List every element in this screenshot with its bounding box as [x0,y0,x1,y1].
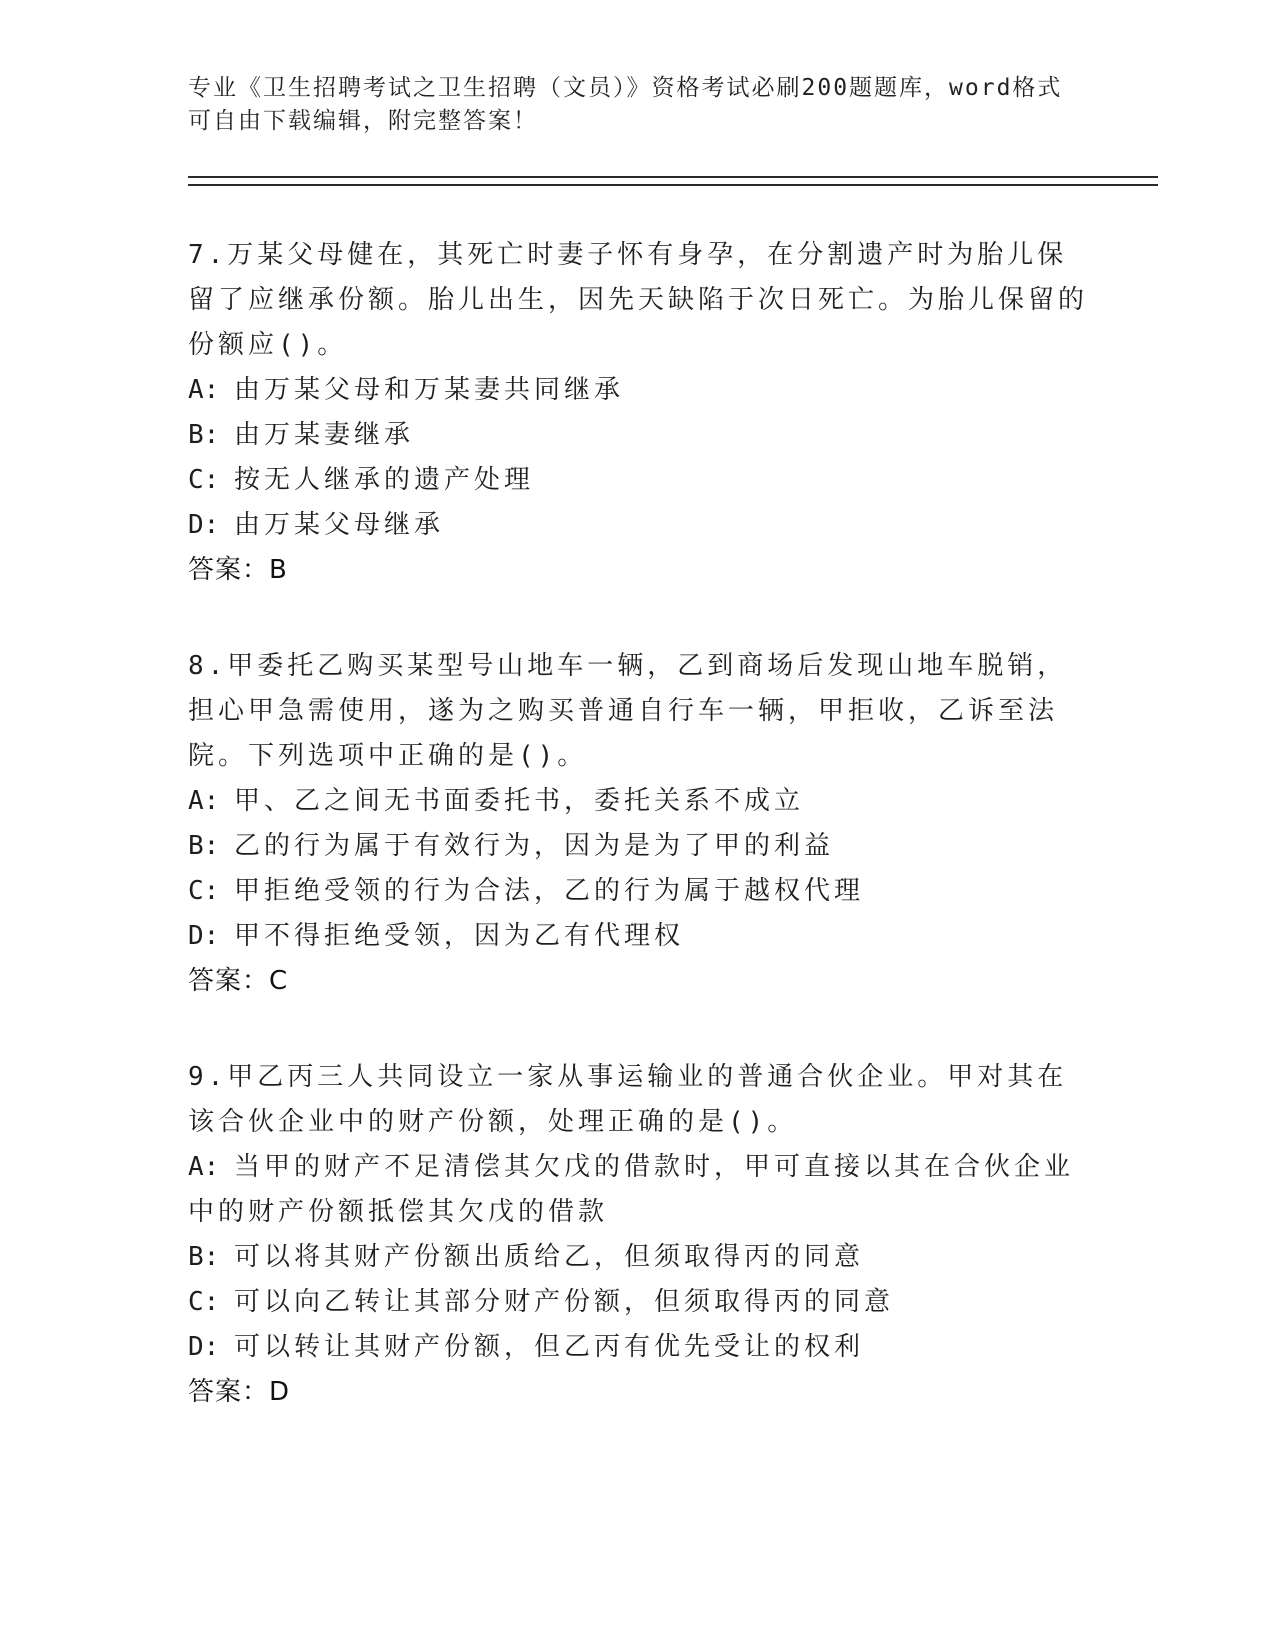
option-a [188,1145,1088,1235]
option-b [188,1235,1088,1280]
option-text: 当甲的财产不足清偿其欠戊的借款时，甲可直接以其在合伙企业中的财产份额抵偿其欠戊的借款 [188,1152,1075,1227]
option-text: 甲不得拒绝受领，因为乙有代理权 [234,921,685,951]
option-letter: C: [188,876,220,906]
question-stem: 7.万某父母健在，其死亡时妻子怀有身孕，在分割遗产时为胎儿保留了应继承份额。胎儿出生，因先天缺陷于次日死亡。为胎儿保留的份额应()。 [188,240,1089,360]
option-text: 可以转让其财产份额，但乙丙有优先受让的权利 [234,1332,865,1362]
option-text: 甲拒绝受领的行为合法，乙的行为属于越权代理 [234,876,865,906]
option-letter: A: [188,1152,220,1182]
option-c [188,1280,1088,1325]
question-stem: 9.甲乙丙三人共同设立一家从事运输业的普通合伙企业。甲对其在该合伙企业中的财产份额，处理正确的是()。 [188,1062,1068,1137]
option-letter: B: [188,1242,220,1272]
option-b [188,824,1088,869]
option-d [188,914,1088,959]
option-letter: D: [188,1332,220,1362]
option-text: 可以将其财产份额出质给乙，但须取得丙的同意 [234,1242,865,1272]
option-d [188,1325,1088,1370]
option-c [188,869,1088,914]
option-text: 由万某父母和万某妻共同继承 [234,375,625,405]
question-7 [188,233,1088,593]
question-9 [188,1055,1088,1415]
option-b [188,413,1088,458]
option-letter: C: [188,1287,220,1317]
answer-line: 答案：D [188,1377,291,1407]
option-text: 由万某妻继承 [234,420,415,450]
option-a [188,779,1088,824]
option-letter: D: [188,510,220,540]
option-text: 可以向乙转让其部分财产份额，但须取得丙的同意 [234,1287,895,1317]
option-text: 由万某父母继承 [234,510,445,540]
question-stem: 8.甲委托乙购买某型号山地车一辆，乙到商场后发现山地车脱销，担心甲急需使用，遂为之购买普通自行车一辆，甲拒收，乙诉至法院。下列选项中正确的是()。 [188,651,1068,771]
option-letter: A: [188,375,220,405]
answer-line: 答案：C [188,966,289,996]
option-text: 乙的行为属于有效行为，因为是为了甲的利益 [234,831,835,861]
option-letter: A: [188,786,220,816]
option-letter: B: [188,831,220,861]
option-letter: D: [188,921,220,951]
document-header: 专业《卫生招聘考试之卫生招聘（文员）》资格考试必刷200题题库，word格式可自由下载编辑，附完整答案！ [188,75,1063,134]
option-a [188,368,1088,413]
option-d [188,503,1088,548]
question-8 [188,644,1088,1004]
answer-line: 答案：B [188,555,288,585]
option-c [188,458,1088,503]
option-letter: C: [188,465,220,495]
option-text: 按无人继承的遗产处理 [234,465,535,495]
option-text: 甲、乙之间无书面委托书，委托关系不成立 [234,786,805,816]
option-letter: B: [188,420,220,450]
header-divider [188,176,1158,186]
